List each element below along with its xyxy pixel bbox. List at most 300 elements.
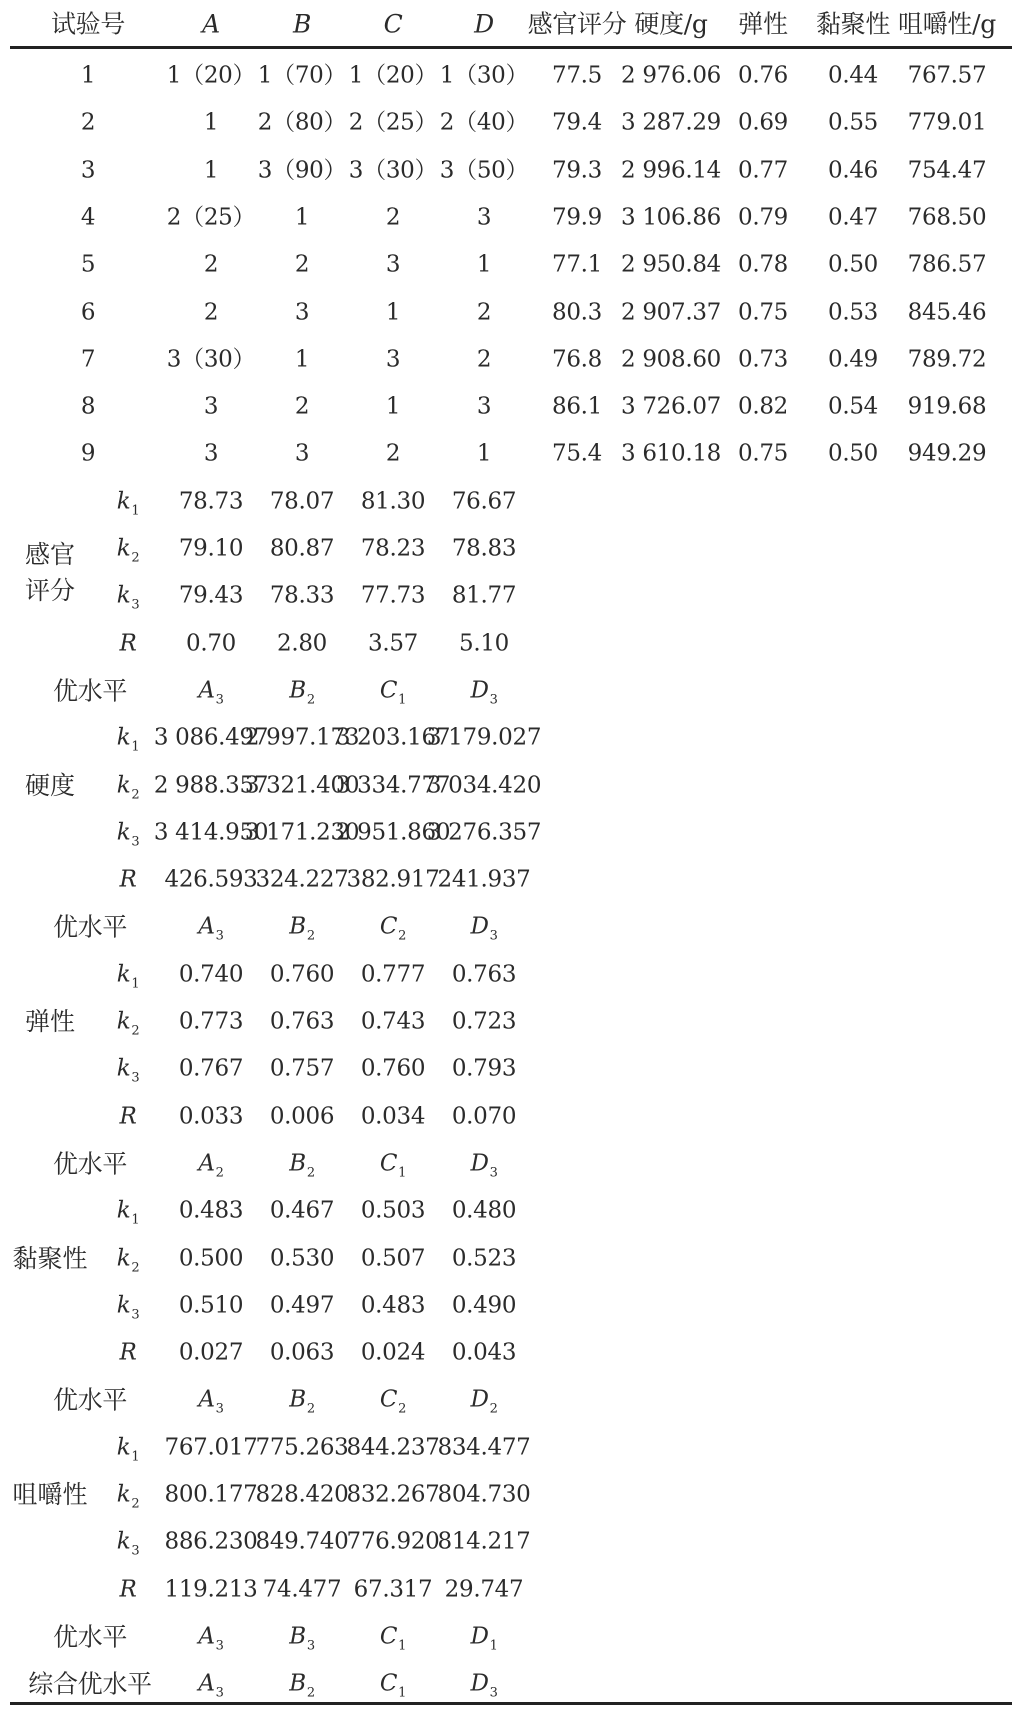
- subscript: 3: [489, 1165, 498, 1181]
- analysis-value: 0.763: [451, 961, 517, 988]
- table-cell: 754.47: [907, 157, 987, 184]
- subscript: 3: [215, 692, 224, 708]
- table-cell: 845.46: [907, 299, 987, 325]
- table-cell: 2（80）: [257, 109, 347, 136]
- subscript: 3: [215, 1638, 224, 1654]
- overall-best-level: [198, 1670, 224, 1701]
- symbol: C: [379, 677, 398, 704]
- group-label: 硬度: [24, 770, 76, 800]
- analysis-value: 3 414.950: [153, 819, 269, 846]
- table-cell: 2（25）: [348, 109, 438, 136]
- trial-number: 8: [80, 393, 96, 420]
- analysis-value: 0.723: [451, 1008, 517, 1035]
- table-cell: 77.5: [551, 62, 603, 89]
- symbol: B: [289, 913, 306, 940]
- subscript: 3: [131, 1307, 140, 1323]
- trial-number: 1: [80, 62, 96, 89]
- subscript: 1: [398, 1638, 407, 1654]
- best-level: [470, 1386, 498, 1417]
- best-level: [198, 1623, 224, 1654]
- overall-best-level: [379, 1670, 407, 1701]
- symbol: C: [379, 913, 398, 940]
- table-cell: 1: [294, 204, 310, 231]
- analysis-value: 0.500: [178, 1245, 244, 1271]
- trial-number: 2: [80, 109, 96, 136]
- analysis-value: 0.760: [360, 1055, 426, 1082]
- table-cell: 1: [294, 346, 310, 373]
- table-cell: 3: [203, 440, 219, 467]
- table-cell: 3 726.07: [620, 393, 722, 420]
- table-cell: 3: [476, 393, 492, 420]
- analysis-value: 0.070: [451, 1103, 517, 1130]
- table-cell: 3: [476, 204, 492, 231]
- best-level: [379, 913, 407, 944]
- overall-best-label: 综合优水平: [28, 1669, 152, 1699]
- table-cell: 0.53: [827, 299, 879, 325]
- analysis-value: 78.83: [451, 535, 517, 562]
- table-cell: 0.73: [737, 346, 789, 373]
- analysis-value: 0.490: [451, 1292, 517, 1319]
- header-cell: 咀嚼性/g: [898, 9, 996, 39]
- symbol: k: [116, 488, 131, 515]
- table-cell: 2 908.60: [620, 346, 722, 373]
- analysis-value: 800.177: [164, 1481, 258, 1508]
- table-cell: 919.68: [907, 393, 987, 420]
- analysis-value: 0.760: [269, 961, 335, 988]
- best-level: [289, 677, 315, 708]
- symbol: k: [116, 724, 131, 751]
- row-symbol: [116, 488, 140, 519]
- subscript: 2: [306, 1401, 315, 1417]
- table-cell: 3 610.18: [620, 440, 722, 467]
- orthogonal-test-table: [10, 0, 1012, 1715]
- table-cell: 0.78: [737, 251, 789, 278]
- table-cell: 779.01: [907, 109, 987, 136]
- best-level: [198, 1386, 224, 1417]
- analysis-value: 0.043: [451, 1339, 517, 1366]
- table-cell: 1: [476, 251, 492, 278]
- table-cell: 767.57: [907, 62, 987, 89]
- analysis-value: 776.920: [346, 1528, 440, 1555]
- analysis-value: 5.10: [458, 630, 510, 657]
- trial-number: 7: [80, 346, 96, 373]
- analysis-value: 0.467: [269, 1197, 335, 1224]
- subscript: 3: [489, 1685, 498, 1701]
- analysis-value: 0.757: [269, 1055, 335, 1082]
- symbol: A: [198, 1670, 215, 1697]
- table-cell: 0.76: [737, 62, 789, 89]
- symbol: D: [470, 1150, 489, 1177]
- row-symbol: [116, 535, 140, 566]
- table-cell: 80.3: [551, 299, 603, 325]
- table-cell: 3（30）: [166, 346, 256, 373]
- analysis-value: 81.77: [451, 582, 517, 609]
- best-level: [470, 677, 498, 708]
- subscript: 2: [306, 928, 315, 944]
- table-cell: 1（70）: [257, 62, 347, 89]
- subscript: 1: [131, 1212, 140, 1228]
- analysis-value: 814.217: [437, 1528, 531, 1555]
- best-level: [198, 1150, 224, 1181]
- table-cell: 768.50: [907, 204, 987, 231]
- header-cell: D: [474, 9, 494, 39]
- symbol: D: [470, 1670, 489, 1697]
- table-cell: 0.46: [827, 157, 879, 184]
- subscript: 1: [131, 976, 140, 992]
- subscript: 2: [131, 1260, 140, 1275]
- row-symbol: [116, 582, 140, 613]
- table-cell: 2 950.84: [620, 251, 722, 278]
- table-cell: 3 287.29: [620, 109, 722, 136]
- analysis-value: 0.024: [360, 1339, 426, 1366]
- symbol: k: [116, 1197, 131, 1224]
- analysis-value: 74.477: [262, 1576, 342, 1603]
- subscript: 2: [398, 1401, 407, 1417]
- subscript: 2: [215, 1165, 224, 1181]
- subscript: 1: [131, 1449, 140, 1465]
- analysis-value: 3 179.027: [426, 724, 542, 751]
- analysis-value: 0.793: [451, 1055, 517, 1082]
- best-level: [470, 1623, 498, 1654]
- symbol: A: [198, 1623, 215, 1650]
- analysis-value: 0.006: [269, 1103, 335, 1130]
- table-cell: 949.29: [907, 440, 987, 467]
- best-level: [289, 913, 315, 944]
- subscript: 3: [306, 1638, 315, 1654]
- table-cell: 0.82: [737, 393, 789, 420]
- subscript: 1: [398, 1685, 407, 1701]
- analysis-value: 0.483: [178, 1197, 244, 1224]
- best-level-label: 优水平: [52, 676, 128, 706]
- analysis-value: 832.267: [346, 1481, 440, 1508]
- analysis-value: 0.483: [360, 1292, 426, 1319]
- analysis-value: 0.523: [451, 1245, 517, 1271]
- row-symbol: [116, 772, 140, 802]
- symbol: B: [289, 677, 306, 704]
- table-cell: 77.1: [551, 251, 603, 278]
- row-symbol: [116, 819, 140, 850]
- table-cell: 3: [203, 393, 219, 420]
- analysis-value: 80.87: [269, 535, 335, 562]
- table-cell: 3: [385, 346, 401, 373]
- analysis-value: 804.730: [437, 1481, 531, 1508]
- subscript: 3: [131, 834, 140, 850]
- symbol: k: [116, 819, 131, 846]
- symbol: B: [289, 1150, 306, 1177]
- analysis-value: 0.034: [360, 1103, 426, 1130]
- table-cell: 2: [385, 204, 401, 231]
- overall-best-level: [289, 1670, 315, 1701]
- analysis-value: 849.740: [255, 1528, 349, 1555]
- table-cell: 0.75: [737, 440, 789, 467]
- symbol: B: [289, 1386, 306, 1413]
- subscript: 3: [489, 928, 498, 944]
- analysis-value: 0.033: [178, 1103, 244, 1130]
- table-cell: 1（20）: [348, 62, 438, 89]
- subscript: 2: [489, 1401, 498, 1417]
- subscript: 2: [131, 550, 140, 566]
- best-level-label: 优水平: [52, 1385, 128, 1415]
- analysis-value: 78.33: [269, 582, 335, 609]
- analysis-value: 79.43: [178, 582, 244, 609]
- analysis-value: 67.317: [353, 1576, 433, 1603]
- analysis-value: 844.237: [346, 1434, 440, 1461]
- table-cell: 0.69: [737, 109, 789, 136]
- symbol: D: [470, 1623, 489, 1650]
- table-cell: 2 976.06: [620, 62, 722, 89]
- analysis-value: 834.477: [437, 1434, 531, 1461]
- best-level: [470, 913, 498, 944]
- header-cell: B: [292, 9, 312, 39]
- symbol: D: [470, 913, 489, 940]
- symbol: B: [289, 1670, 306, 1697]
- symbol: A: [198, 677, 215, 704]
- analysis-value: 2.80: [276, 630, 328, 657]
- overall-best-level: [470, 1670, 498, 1701]
- analysis-value: 241.937: [437, 866, 531, 893]
- best-level: [198, 913, 224, 944]
- analysis-value: 119.213: [164, 1576, 258, 1603]
- analysis-value: 0.767: [178, 1055, 244, 1082]
- best-level: [379, 1623, 407, 1654]
- analysis-value: 324.227: [255, 866, 349, 893]
- table-cell: 3 106.86: [620, 204, 722, 231]
- symbol: k: [116, 1292, 131, 1319]
- symbol: A: [198, 913, 215, 940]
- symbol: B: [289, 1623, 306, 1650]
- symbol: A: [198, 1150, 215, 1177]
- table-cell: 2: [476, 299, 492, 325]
- row-symbol: R: [119, 1103, 137, 1130]
- analysis-value: 0.773: [178, 1008, 244, 1035]
- table-cell: 79.4: [551, 109, 603, 136]
- analysis-value: 3 086.497: [153, 724, 269, 751]
- header-cell: 感官评分: [527, 9, 627, 39]
- table-cell: 0.50: [827, 251, 879, 278]
- group-label: 感官 评分: [24, 539, 76, 605]
- table-cell: 2: [294, 393, 310, 420]
- bottom-rule: [10, 1702, 1012, 1705]
- symbol: k: [116, 772, 131, 798]
- subscript: 1: [131, 739, 140, 755]
- row-symbol: [116, 1528, 140, 1559]
- header-cell: 弹性: [738, 9, 788, 39]
- analysis-value: 0.480: [451, 1197, 517, 1224]
- table-cell: 79.3: [551, 157, 603, 184]
- header-cell: A: [202, 9, 220, 39]
- symbol: k: [116, 1008, 131, 1035]
- analysis-value: 3 171.230: [244, 819, 360, 846]
- best-level: [379, 677, 407, 708]
- header-cell: 黏聚性: [815, 9, 891, 39]
- subscript: 3: [215, 928, 224, 944]
- symbol: A: [198, 1386, 215, 1413]
- best-level: [470, 1150, 498, 1181]
- best-level: [289, 1150, 315, 1181]
- analysis-value: 775.263: [255, 1434, 349, 1461]
- table-cell: 2（25）: [166, 204, 256, 231]
- table-cell: 3（90）: [257, 157, 347, 184]
- analysis-value: 2 997.173: [244, 724, 360, 751]
- symbol: D: [470, 1386, 489, 1413]
- row-symbol: R: [119, 630, 137, 657]
- table-cell: 0.44: [827, 62, 879, 89]
- subscript: 2: [306, 1685, 315, 1701]
- table-cell: 0.47: [827, 204, 879, 231]
- subscript: 3: [131, 1543, 140, 1559]
- row-symbol: R: [119, 866, 137, 893]
- table-cell: 3: [385, 251, 401, 278]
- row-symbol: [116, 1434, 140, 1465]
- analysis-value: 81.30: [360, 488, 426, 515]
- row-symbol: [116, 961, 140, 992]
- analysis-value: 3 276.357: [426, 819, 542, 846]
- trial-number: 4: [80, 204, 96, 231]
- table-cell: 0.54: [827, 393, 879, 420]
- best-level: [379, 1386, 407, 1417]
- row-symbol: [116, 1008, 140, 1039]
- table-cell: 0.50: [827, 440, 879, 467]
- best-level-label: 优水平: [52, 1149, 128, 1179]
- table-cell: 2（40）: [439, 109, 529, 136]
- analysis-value: 0.740: [178, 961, 244, 988]
- best-level: [289, 1623, 315, 1654]
- analysis-value: 77.73: [360, 582, 426, 609]
- table-cell: 1: [203, 157, 219, 184]
- best-level: [379, 1150, 407, 1181]
- table-cell: 2: [294, 251, 310, 278]
- symbol: C: [379, 1670, 398, 1697]
- analysis-value: 0.530: [269, 1245, 335, 1271]
- table-cell: 1（20）: [166, 62, 256, 89]
- table-cell: 0.55: [827, 109, 879, 136]
- analysis-value: 3.57: [367, 630, 419, 657]
- best-level: [198, 677, 224, 708]
- analysis-value: 78.07: [269, 488, 335, 515]
- symbol: C: [379, 1150, 398, 1177]
- analysis-value: 828.420: [255, 1481, 349, 1508]
- table-cell: 2: [476, 346, 492, 373]
- table-cell: 2 907.37: [620, 299, 722, 325]
- symbol: k: [116, 1434, 131, 1461]
- header-cell: C: [383, 9, 403, 39]
- analysis-value: 0.503: [360, 1197, 426, 1224]
- symbol: D: [470, 677, 489, 704]
- analysis-value: 0.70: [185, 630, 237, 657]
- table-cell: 2: [203, 299, 219, 325]
- analysis-value: 0.510: [178, 1292, 244, 1319]
- best-level: [289, 1386, 315, 1417]
- group-label: 咀嚼性: [12, 1480, 88, 1509]
- table-cell: 76.8: [551, 346, 603, 373]
- analysis-value: 0.507: [360, 1245, 426, 1271]
- row-symbol: [116, 1055, 140, 1086]
- table-cell: 0.49: [827, 346, 879, 373]
- subscript: 2: [131, 1023, 140, 1039]
- table-cell: 3: [294, 299, 310, 325]
- analysis-value: 767.017: [164, 1434, 258, 1461]
- table-cell: 3（50）: [439, 157, 529, 184]
- analysis-value: 3 334.777: [335, 772, 451, 798]
- header-cell: 硬度/g: [634, 9, 708, 39]
- subscript: 2: [306, 692, 315, 708]
- analysis-value: 426.593: [164, 866, 258, 893]
- group-label: 弹性: [24, 1007, 76, 1036]
- subscript: 3: [489, 692, 498, 708]
- subscript: 1: [398, 692, 407, 708]
- row-symbol: R: [119, 1576, 137, 1603]
- table-cell: 1: [476, 440, 492, 467]
- analysis-value: 3 203.167: [335, 724, 451, 751]
- row-symbol: [116, 724, 140, 755]
- subscript: 3: [215, 1401, 224, 1417]
- subscript: 2: [131, 787, 140, 802]
- table-cell: 3: [294, 440, 310, 467]
- symbol: k: [116, 1055, 131, 1082]
- symbol: k: [116, 535, 131, 562]
- row-symbol: R: [119, 1339, 137, 1366]
- table-cell: 0.79: [737, 204, 789, 231]
- analysis-value: 2 988.357: [153, 772, 269, 798]
- trial-number: 3: [80, 157, 96, 184]
- analysis-value: 0.497: [269, 1292, 335, 1319]
- subscript: 1: [131, 503, 140, 519]
- analysis-value: 0.027: [178, 1339, 244, 1366]
- table-cell: 3（30）: [348, 157, 438, 184]
- header-cell: 试验号: [50, 9, 126, 39]
- trial-number: 5: [80, 251, 96, 278]
- row-symbol: [116, 1245, 140, 1275]
- analysis-value: 0.763: [269, 1008, 335, 1035]
- table-cell: 1: [385, 299, 401, 325]
- table-cell: 789.72: [907, 346, 987, 373]
- table-cell: 2: [385, 440, 401, 467]
- analysis-value: 79.10: [178, 535, 244, 562]
- subscript: 1: [398, 1165, 407, 1181]
- table-cell: 1（30）: [439, 62, 529, 89]
- analysis-value: 3 321.400: [244, 772, 360, 798]
- subscript: 3: [131, 1070, 140, 1086]
- subscript: 1: [489, 1638, 498, 1654]
- subscript: 3: [215, 1685, 224, 1701]
- subscript: 2: [131, 1496, 140, 1512]
- symbol: k: [116, 1528, 131, 1555]
- analysis-value: 0.777: [360, 961, 426, 988]
- symbol: k: [116, 1245, 131, 1271]
- group-label: 黏聚性: [12, 1243, 88, 1273]
- analysis-value: 76.67: [451, 488, 517, 515]
- analysis-value: 382.917: [346, 866, 440, 893]
- table-cell: 75.4: [551, 440, 603, 467]
- table-cell: 86.1: [551, 393, 603, 420]
- analysis-value: 78.73: [178, 488, 244, 515]
- row-symbol: [116, 1292, 140, 1323]
- row-symbol: [116, 1481, 140, 1512]
- analysis-value: 886.230: [164, 1528, 258, 1555]
- table-cell: 0.77: [737, 157, 789, 184]
- table-cell: 2: [203, 251, 219, 278]
- analysis-value: 2 951.860: [335, 819, 451, 846]
- table-cell: 1: [203, 109, 219, 136]
- row-symbol: [116, 1197, 140, 1228]
- table-cell: 1: [385, 393, 401, 420]
- best-level-label: 优水平: [52, 1622, 128, 1652]
- best-level-label: 优水平: [52, 912, 128, 942]
- top-rule: [10, 46, 1012, 49]
- table-cell: 79.9: [551, 204, 603, 231]
- symbol: k: [116, 961, 131, 988]
- subscript: 2: [306, 1165, 315, 1181]
